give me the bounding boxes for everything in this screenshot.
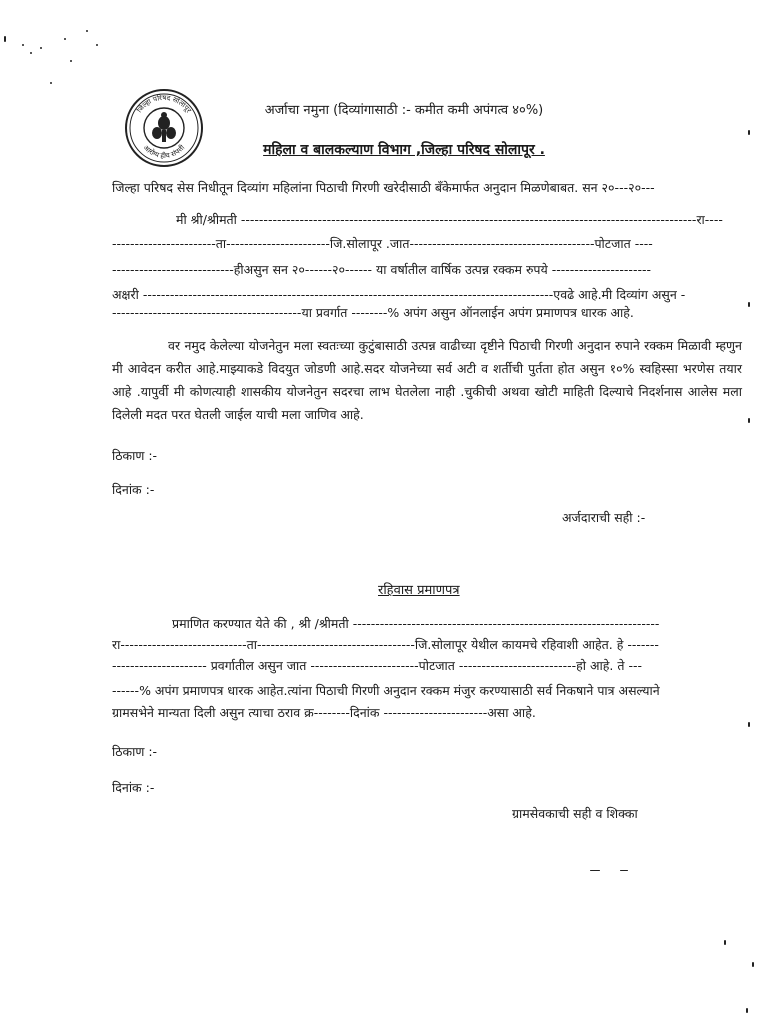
scan-speck: [22, 44, 24, 46]
residence-line-1: प्रमाणित करण्यात येते की , श्री /श्रीमती --------------------------------------------------------------------: [172, 616, 660, 631]
applicant-signature-label: अर्जदाराची सही :-: [562, 510, 646, 525]
residence-line-2: रा----------------------------ता-----------------------------------जि.सोलापूर येथील कायमचे रहिवाशी आहेत. हे -------: [112, 637, 659, 652]
scan-speck: [590, 870, 600, 871]
applicant-income-line: ---------------------------हीअसुन सन २०------२०------ या वर्षातील वार्षिक उत्पन्न रक्कम रुपये ----------------------: [112, 262, 651, 277]
form-title: अर्जाचा नमुना (दिव्यांगासाठी :- कमीत कमी अपंगत्व ४०%): [264, 103, 544, 118]
place-label: ठिकाण :-: [112, 448, 158, 463]
scan-speck: [748, 418, 750, 423]
scan-speck: [70, 60, 72, 62]
applicant-name-line: मी श्री/श्रीमती -----------------------------------------------------------------------------------------------------रा----: [176, 212, 723, 227]
scan-speck: [64, 38, 66, 40]
applicant-income-words-line: अक्षरी -------------------------------------------------------------------------------------------एवढे आहे.मी दिव्यांग असुन -: [112, 287, 686, 302]
scan-speck: [746, 1008, 748, 1013]
subject-line: जिल्हा परिषद सेस निधीतून दिव्यांग महिलांना पिठाची गिरणी खरेदीसाठी बँकेमार्फत अनुदान मिळणेबाबत. सन २०---२०---: [112, 180, 655, 195]
date-label: दिनांक :-: [112, 482, 155, 497]
scan-speck: [4, 36, 6, 42]
residence-line-4: ------% अपंग प्रमाणपत्र धारक आहेत.त्यांना पिठाची गिरणी अनुदान रक्कम मंजुर करण्यासाठी सर्व निकषाने पात्र असल्याने: [112, 683, 660, 698]
scan-speck: [748, 722, 750, 727]
scan-speck: [752, 962, 754, 967]
declaration-paragraph: वर नमुद केलेल्या योजनेतुन मला स्वतःच्या कुटुंबासाठी उत्पन्न वाढीच्या दृष्टीने पिठाची गिरणी अनुदान रुपाने रक्कम मिळावी म्हणुन मी आवेदन करीत आहे.माझ्याकडे विदयुत जोडणी आहे.सदर योजनेच्या सर्व अटी व शर्तीची पुर्तता होत असुन १०% स्वहिस्सा भरणेस तयार आहे .यापुर्वी मी कोणत्याही शासकीय योजनेतुन सदरचा लाभ घेतलेला नाही .चुकीची अथवा खोटी माहिती दिल्याचे निदर्शनास आलेस मला दिलेली मदत परत घेतली जाईल याची मला जाणिव आहे.: [112, 338, 742, 422]
department-title: महिला व बालकल्याण विभाग ,जिल्हा परिषद सोलापूर .: [263, 142, 545, 158]
applicant-taluka-line: -----------------------ता-----------------------जि.सोलापूर .जात-----------------------------------------पोटजात ----: [112, 236, 653, 251]
residence-place-label: ठिकाण :-: [112, 744, 158, 759]
scan-speck: [748, 130, 750, 135]
residence-line-3: --------------------- प्रवर्गातील असुन जात ------------------------पोटजात --------------------------हो आहे. ते ---: [112, 658, 642, 673]
gramsevak-signature-label: ग्रामसेवकाची सही व शिक्का: [512, 806, 638, 821]
residence-date-label: दिनांक :-: [112, 780, 155, 795]
seal-top-text: जिल्हा परिषद सोलापूर: [135, 93, 193, 115]
applicant-disability-line: ------------------------------------------या प्रवर्गात --------% अपंग असुन ऑनलाईन अपंग प्रमाणपत्र धारक आहे.: [112, 305, 634, 320]
scan-speck: [724, 940, 726, 945]
seal-bottom-text: आरोग्य हीच संपत्ती: [141, 143, 187, 161]
scan-speck: [40, 47, 42, 49]
scan-speck: [748, 302, 750, 307]
scan-speck: [96, 44, 98, 46]
scan-speck: [30, 52, 32, 54]
residence-line-5: ग्रामसभेने मान्यता दिली असुन त्याचा ठराव क्र--------दिनांक -----------------------असा आहे.: [112, 705, 536, 720]
scan-speck: [50, 82, 52, 84]
residence-certificate-title: रहिवास प्रमाणपत्र: [378, 583, 460, 598]
scan-speck: [86, 30, 88, 32]
scan-speck: [620, 870, 628, 871]
